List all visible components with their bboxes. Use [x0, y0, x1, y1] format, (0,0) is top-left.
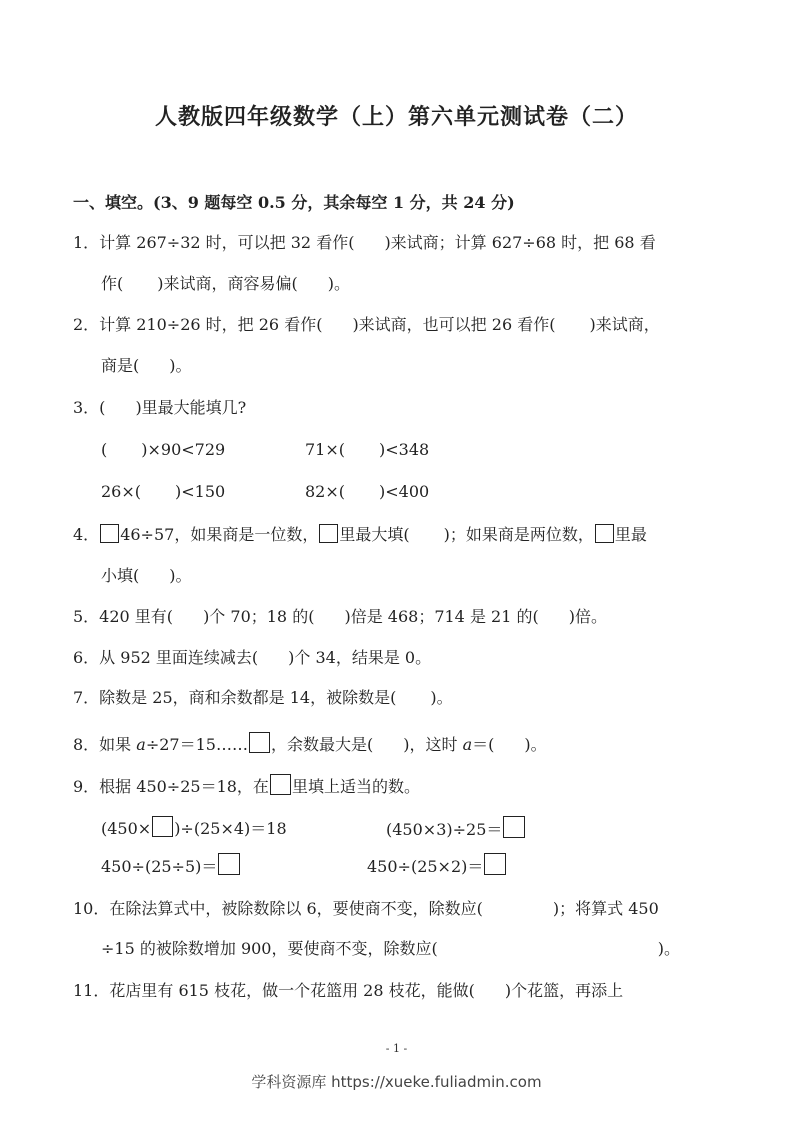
q3-item-text: 26×( [101, 482, 142, 501]
q3-item-text: )<150 [175, 482, 226, 501]
question-1-line-2 [101, 273, 350, 295]
q8-text-f: )。 [524, 735, 547, 754]
q2-text-e: )。 [169, 356, 192, 375]
question-9-eq-1 [101, 816, 287, 840]
answer-box [270, 774, 291, 795]
question-3-item-1 [101, 439, 225, 461]
question-2-line-1 [73, 314, 660, 336]
question-9-eq-3 [101, 853, 241, 878]
question-2-line-2 [101, 355, 192, 377]
site-watermark: 学科资源库 https://xueke.fuliadmin.com [251, 1073, 542, 1091]
q7-text-a: 7．除数是 25，商和余数都是 14，被除数是( [73, 688, 397, 707]
page-number: - 1 - [385, 1042, 408, 1055]
q1-text-c: 作( [101, 274, 124, 293]
q5-text-d: )倍。 [568, 607, 607, 626]
question-7 [73, 687, 453, 709]
question-1-line-1 [73, 232, 656, 254]
q3-item-text: ( [101, 440, 108, 459]
question-5 [73, 606, 607, 628]
q5-text-b: )个 70；18 的( [203, 607, 315, 626]
answer-box [595, 524, 614, 543]
q3-item-text: 82×( [305, 482, 346, 501]
answer-box [218, 853, 240, 875]
q9-text-a: 9．根据 450÷25＝18，在 [73, 777, 269, 796]
answer-box [484, 853, 506, 875]
q10-text-d: )。 [657, 939, 680, 958]
answer-box [100, 524, 119, 543]
question-9-stem [73, 774, 420, 798]
q3-item-text: 71×( [305, 440, 346, 459]
q4-text-e: 小填( [101, 566, 140, 585]
q9-eq-text: 450÷(25×2)＝ [367, 857, 484, 876]
q6-text-a: 6．从 952 里面连续减去( [73, 648, 259, 667]
q4-text-b: 里最大填( [339, 525, 410, 544]
q9-eq-text: (450×3)÷25＝ [386, 820, 503, 839]
q4-text-f: )。 [169, 566, 192, 585]
q2-text-d: 商是( [101, 356, 140, 375]
q3-stem-b: )里最大能填几? [135, 398, 247, 417]
question-4-line-2 [101, 565, 192, 587]
q8-text-e: ＝( [472, 735, 495, 754]
q4-number: 4． [73, 525, 100, 544]
question-11-line-1 [73, 980, 623, 1002]
q9-eq-text: )÷(25×4)＝18 [174, 819, 287, 838]
q1-text-b: )来试商；计算 627÷68 时，把 68 看 [384, 233, 656, 252]
q3-stem-a: 3．( [73, 398, 106, 417]
q5-text-a: 5．420 里有( [73, 607, 174, 626]
q4-text-c: )；如果商是两位数， [443, 525, 594, 544]
question-10-line-1 [73, 898, 659, 920]
q8-text-a: 8．如果 [73, 735, 137, 754]
q9-text-b: 里填上适当的数。 [291, 777, 420, 796]
q8-text-b: ÷27＝15…… [145, 735, 248, 754]
q8-variable: a [136, 735, 146, 754]
q8-variable: a [462, 735, 473, 754]
q9-eq-text: 450÷(25÷5)＝ [101, 857, 218, 876]
q3-item-text: )<348 [379, 440, 430, 459]
q11-text-a: 11．花店里有 615 枝花，做一个花篮用 28 枝花，能做( [73, 981, 475, 1000]
q2-text-c: )来试商， [589, 315, 660, 334]
q1-text-a: 1．计算 267÷32 时，可以把 32 看作( [73, 233, 355, 252]
answer-box [503, 816, 525, 838]
q1-text-e: )。 [327, 274, 350, 293]
question-3-item-2 [305, 439, 429, 461]
answer-box [249, 732, 270, 753]
question-9-eq-2 [386, 816, 526, 841]
answer-box [152, 816, 173, 837]
question-6 [73, 647, 431, 669]
q6-text-b: )个 34，结果是 0。 [288, 648, 432, 667]
question-10-line-2 [101, 938, 680, 960]
q8-text-d: )，这时 [403, 735, 463, 754]
page-title: 人教版四年级数学（上）第六单元测试卷（二） [154, 104, 638, 130]
q4-text-a: 46÷57，如果商是一位数， [120, 525, 319, 544]
q10-text-a: 10．在除法算式中，被除数除以 6，要使商不变，除数应( [73, 899, 483, 918]
q10-text-b: )；将算式 450 [552, 899, 659, 918]
q4-text-d: 里最 [614, 525, 647, 544]
q1-text-d: )来试商，商容易偏( [157, 274, 298, 293]
q3-item-text: )<400 [379, 482, 430, 501]
question-8 [73, 732, 547, 756]
q11-text-b: )个花篮，再添上 [504, 981, 624, 1000]
q8-text-c: ，余数最大是( [270, 735, 374, 754]
q7-text-b: )。 [430, 688, 453, 707]
question-4-line-1 [73, 524, 647, 546]
section-heading-fill-blank: 一、填空。(3、9 题每空 0.5 分，其余每空 1 分，共 24 分) [73, 193, 515, 212]
question-3-item-4 [305, 481, 429, 503]
question-9-eq-4 [367, 853, 507, 878]
q2-text-b: )来试商，也可以把 26 看作( [352, 315, 556, 334]
q9-eq-text: (450× [101, 819, 152, 838]
answer-box [319, 524, 338, 543]
q5-text-c: )倍是 468；714 是 21 的( [344, 607, 539, 626]
q2-text-a: 2．计算 210÷26 时，把 26 看作( [73, 315, 323, 334]
question-3-item-3 [101, 481, 225, 503]
q3-item-text: )×90<729 [141, 440, 226, 459]
q10-text-c: ÷15 的被除数增加 900，要使商不变，除数应( [101, 939, 438, 958]
question-3-stem [73, 397, 246, 419]
